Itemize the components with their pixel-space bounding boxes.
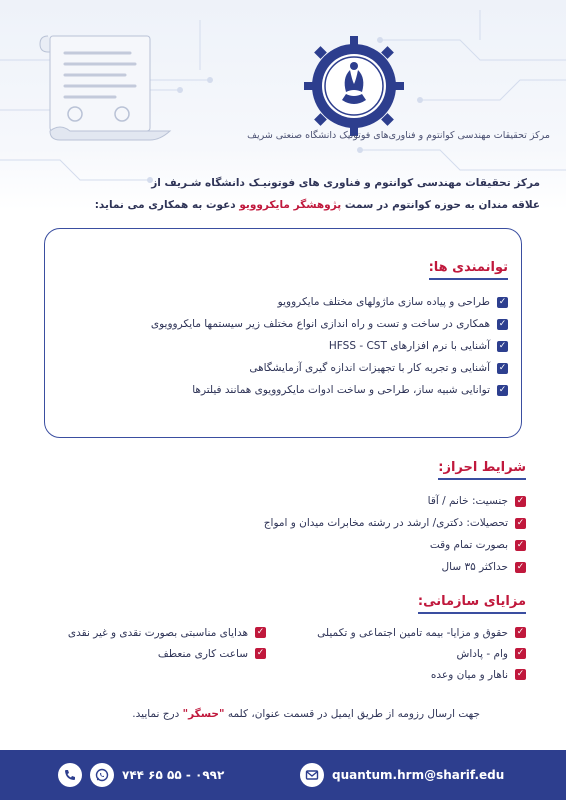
skills-title-underline	[429, 278, 508, 280]
list-item	[151, 313, 508, 335]
requirement-text: بصورت تمام وقت	[429, 539, 508, 551]
list-item	[68, 622, 266, 643]
skill-text: طراحی و پیاده سازی ماژولهای مختلف مایکروویو	[277, 296, 490, 308]
skill-text: توانایی شبیه ساز، طراحی و ساخت ادوات مایکروویوی همانند فیلترها	[192, 384, 490, 396]
intro-line-2-start: علاقه مندان به حوزه کوانتوم در سمت	[341, 199, 540, 211]
list-item	[264, 556, 526, 578]
skill-text: آشنایی با نرم افزارهای HFSS - CST	[328, 340, 490, 352]
intro-line-1: مرکز تحقیقات مهندسی کوانتوم و فناوری های فوتونیـک دانشگاه شـریف از	[151, 177, 540, 189]
instruction-end: درج نمایید.	[132, 708, 183, 720]
requirements-list	[264, 490, 526, 578]
intro-text	[40, 172, 540, 216]
whatsapp-icon	[90, 763, 114, 787]
skills-list	[151, 291, 508, 401]
list-item	[317, 643, 526, 664]
benefits-title-underline	[418, 612, 526, 614]
skill-text: همکاری در ساخت و تست و راه اندازی انواع مختلف زیر سیستمها مایکروویوی	[150, 318, 490, 330]
checkbox-icon: ✓	[498, 340, 507, 351]
subject-keyword: "حسگر"	[182, 708, 225, 720]
intro-line-2-end: دعوت به همکاری می نماید:	[94, 199, 236, 211]
checkbox-icon: ✓	[498, 296, 507, 307]
checkbox-icon: ✓	[516, 539, 525, 550]
benefit-text: ناهار و میان وعده	[430, 668, 508, 681]
skill-text: آشنایی و تجربه کار با تجهیزات اندازه گیری آزمایشگاهی	[249, 362, 490, 374]
benefits-title-text: مزایای سازمانی:	[417, 594, 526, 609]
requirements-title-underline	[438, 478, 526, 480]
checkbox-icon: ✓	[516, 517, 525, 528]
intro-line-2	[40, 194, 540, 216]
list-item	[317, 622, 526, 643]
center-caption: مرکز تحقیقات مهندسی کوانتوم و فناوری‌های فوتونیک دانشگاه صنعتی شریف	[247, 130, 550, 141]
checkbox-icon: ✓	[516, 495, 525, 506]
skills-title	[429, 260, 508, 280]
checkbox-icon: ✓	[516, 648, 525, 658]
benefit-text: وام - پاداش	[456, 647, 508, 660]
university-logo	[302, 34, 406, 138]
list-item	[151, 291, 508, 313]
checkbox-icon: ✓	[498, 384, 507, 395]
checkbox-icon: ✓	[498, 362, 507, 373]
checkbox-icon: ✓	[256, 627, 265, 637]
requirement-text: تحصیلات: دکتری/ ارشد در رشته مخابرات میدان و امواج	[263, 517, 508, 529]
list-item	[68, 643, 266, 664]
instruction-start: جهت ارسال رزومه از طریق ایمیل در قسمت عنوان، کلمه	[224, 708, 480, 720]
resume-instruction	[60, 708, 480, 720]
email-address[interactable]: quantum.hrm@sharif.edu	[332, 768, 505, 782]
benefits-list-left	[68, 622, 266, 664]
position-title: پژوهشگر مایکروویو	[239, 199, 342, 211]
requirements-title	[438, 460, 526, 480]
benefit-text: حقوق و مزایا- بیمه تامین اجتماعی و تکمیلی	[317, 626, 508, 639]
checkbox-icon: ✓	[256, 648, 265, 658]
requirement-text: حداکثر ۳۵ سال	[441, 561, 508, 573]
phone-contact[interactable]	[58, 763, 224, 787]
list-item	[264, 512, 526, 534]
phone-number[interactable]: ۰۹۹۲ - ۵۵ ۶۵ ۷۴۴	[122, 768, 225, 782]
envelope-icon	[300, 763, 324, 787]
email-contact[interactable]	[300, 763, 504, 787]
list-item	[264, 490, 526, 512]
requirement-text: جنسیت: خانم / آقا	[427, 495, 508, 507]
skills-title-text: توانمندی ها:	[428, 260, 508, 275]
list-item	[317, 664, 526, 685]
document-illustration	[30, 28, 180, 146]
checkbox-icon: ✓	[516, 669, 525, 679]
list-item	[264, 534, 526, 556]
benefit-text: ساعت کاری منعطف	[157, 647, 248, 660]
phone-icon	[58, 763, 82, 787]
benefit-text: هدایای مناسبتی بصورت نقدی و غیر نقدی	[67, 626, 248, 639]
list-item	[151, 379, 508, 401]
benefits-title	[418, 594, 526, 614]
list-item	[151, 335, 508, 357]
list-item	[151, 357, 508, 379]
checkbox-icon: ✓	[516, 561, 525, 572]
checkbox-icon: ✓	[498, 318, 507, 329]
checkbox-icon: ✓	[516, 627, 525, 637]
benefits-list-right	[317, 622, 526, 685]
requirements-title-text: شرایط احراز:	[438, 460, 526, 475]
